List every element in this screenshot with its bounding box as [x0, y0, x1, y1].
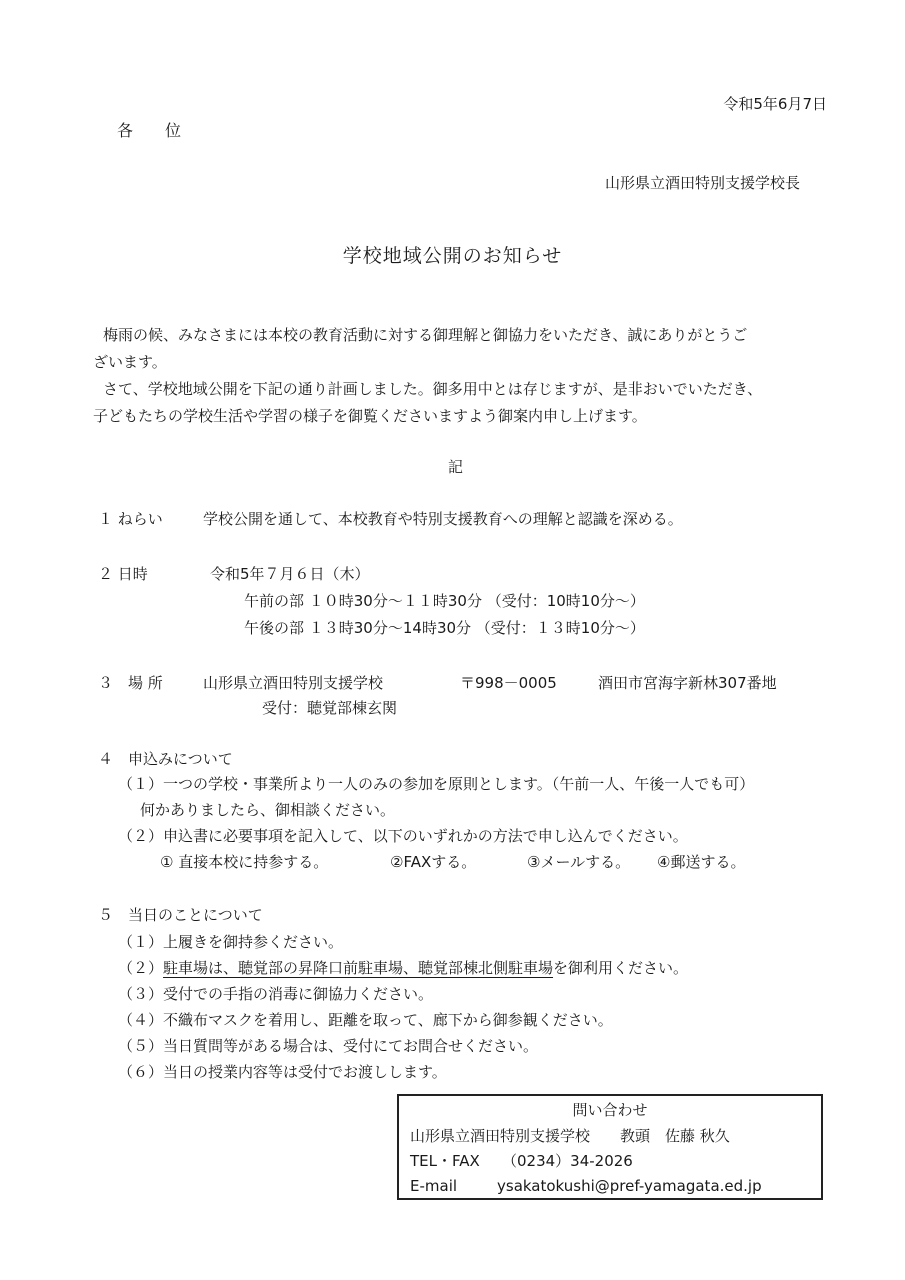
place-heading: ３ 場 所: [98, 674, 163, 692]
contact-tel: （0234）34-2026: [502, 1152, 633, 1170]
method-delivery: ① 直接本校に持参する。: [160, 853, 329, 871]
parking-info: 駐車場は、聴覚部の昇降口前駐車場、聴覚部棟北側駐車場: [163, 959, 554, 977]
dayof-note-4: （４）不織布マスクを着用し、距離を取って、廊下から御参観ください。: [118, 1011, 613, 1029]
intro-line-1: 梅雨の候、みなさまには本校の教育活動に対する御理解と御協力をいただき、誠にありがとうご: [103, 326, 748, 344]
event-date: 令和5年７月６日（木）: [210, 565, 370, 583]
school-address: 酒田市宮海字新林307番地: [598, 674, 777, 692]
sender: 山形県立酒田特別支援学校長: [604, 174, 800, 192]
dayof-note-2-suffix: を御利用ください。: [553, 959, 689, 977]
contact-email-label: E-mail: [410, 1177, 458, 1195]
reception-location: 受付：聴覚部棟玄関: [262, 699, 398, 717]
aim-text: 学校公開を通して、本校教育や特別支援教育への理解と認識を深める。: [203, 510, 683, 528]
application-rule-1-note: 何かありましたら、御相談ください。: [140, 801, 396, 819]
intro-line-4: 子どもたちの学校生活や学習の様子を御覧くださいますよう御案内申し上げます。: [93, 407, 647, 425]
page-title: 学校地域公開のお知らせ: [342, 245, 563, 267]
datetime-heading: ２ 日時: [98, 565, 148, 583]
morning-session: 午前の部 １０時30分～１１時30分 （受付：10時10分～）: [244, 592, 645, 610]
aim-heading: １ ねらい: [98, 510, 163, 528]
dayof-note-3: （３）受付での手指の消毒に御協力ください。: [118, 985, 434, 1003]
school-name: 山形県立酒田特別支援学校: [203, 674, 384, 692]
document-date: 令和5年6月7日: [723, 95, 827, 113]
method-email: ③メールする。: [527, 853, 631, 871]
dayof-note-2-prefix: （２）: [118, 959, 164, 977]
dayof-heading: ５ 当日のことについて: [98, 906, 263, 924]
intro-line-3: さて、学校地域公開を下記の通り計画しました。御多用中とは存じますが、是非おいでいただき、: [103, 380, 763, 398]
contact-heading: 問い合わせ: [572, 1101, 648, 1119]
dayof-note-1: （１）上履きを御持参ください。: [118, 933, 344, 951]
dayof-note-5: （５）当日質問等がある場合は、受付にてお問合せください。: [118, 1037, 539, 1055]
application-rule-1: （１）一つの学校・事業所より一人のみの参加を原則とします。（午前一人、午後一人でも可）: [118, 775, 755, 793]
contact-person: 山形県立酒田特別支援学校 教頭 佐藤 秋久: [410, 1127, 730, 1145]
method-fax: ②FAXする。: [390, 853, 477, 871]
afternoon-session: 午後の部 １３時30分～14時30分 （受付：１３時10分～）: [244, 619, 645, 637]
method-mail: ④郵送する。: [657, 853, 746, 871]
contact-email[interactable]: ysakatokushi@pref-yamagata.ed.jp: [497, 1177, 762, 1195]
recipient: 各 位: [117, 121, 182, 140]
postal-code: 〒998－0005: [460, 674, 557, 692]
dayof-note-2: [118, 958, 688, 978]
application-heading: ４ 申込みについて: [98, 750, 233, 768]
contact-tel-label: TEL・FAX: [410, 1152, 480, 1170]
intro-line-2: ざいます。: [93, 353, 167, 371]
ki-marker: 記: [448, 458, 464, 476]
application-rule-2: （２）申込書に必要事項を記入して、以下のいずれかの方法で申し込んでください。: [118, 827, 688, 845]
dayof-note-6: （６）当日の授業内容等は受付でお渡しします。: [118, 1063, 447, 1081]
